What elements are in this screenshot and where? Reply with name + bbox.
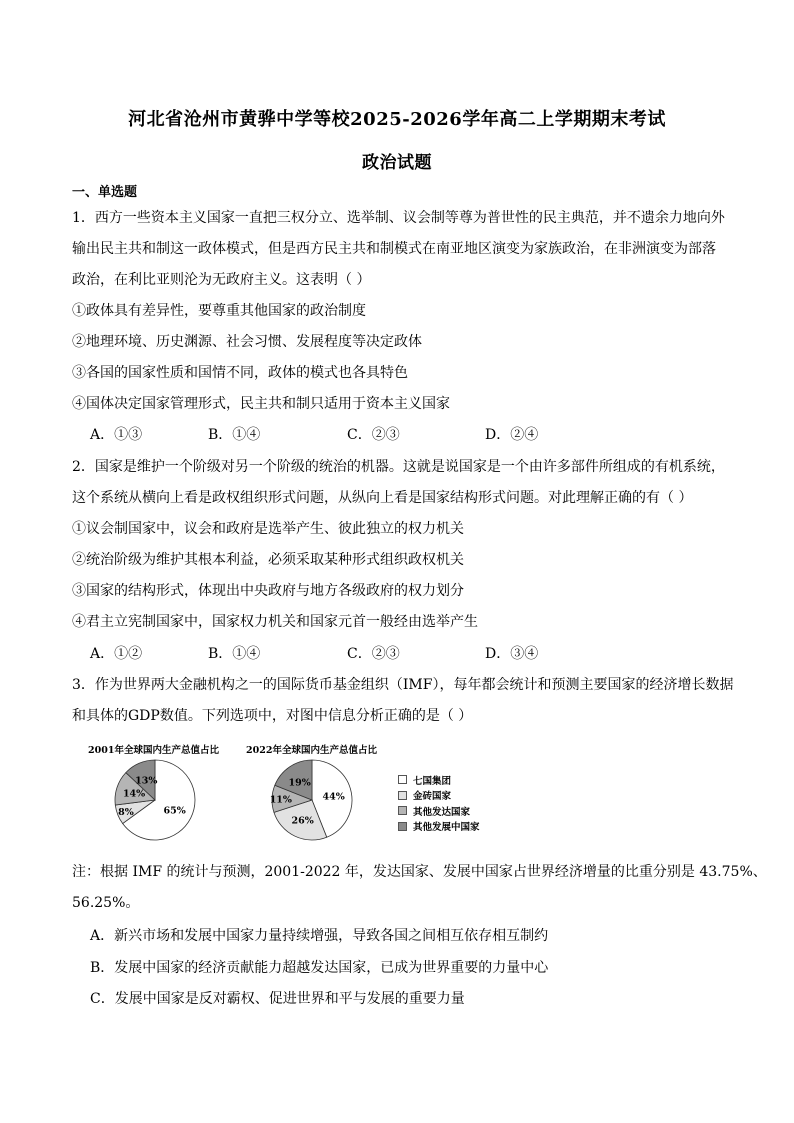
pie-data-label: 65% xyxy=(163,805,186,817)
legend-swatch-brics xyxy=(398,791,407,800)
section-heading: 一、单选题 xyxy=(72,185,138,200)
legend-swatch-other-developing xyxy=(398,822,407,831)
pie-data-label: 44% xyxy=(322,791,345,803)
pie-data-label: 11% xyxy=(269,794,292,806)
chart-2-title: 2022年全球国内生产总值占比 xyxy=(246,745,377,756)
legend-item xyxy=(398,772,480,788)
chart-1-title: 2001年全球国内生产总值占比 xyxy=(88,745,219,756)
legend-label: 七国集团 xyxy=(413,775,452,787)
q3-stem-line: 和具体的GDP数值。下列选项中，对图中信息分析正确的是（ ） xyxy=(72,708,473,724)
q2-item: ④君主立宪制国家中，国家权力机关和国家元首一般经由选举产生 xyxy=(72,614,478,630)
q1-item: ④国体决定国家管理形式，民主共和制只适用于资本主义国家 xyxy=(72,396,450,412)
q1-option-a: A．①③ xyxy=(90,427,143,443)
q2-item: ②统治阶级为维护其根本利益，必须采取某种形式组织政权机关 xyxy=(72,552,464,568)
legend-label: 其他发展中国家 xyxy=(413,822,480,834)
q1-stem-line: 输出民主共和制这一政体模式，但是西方民主共和制模式在南亚地区演变为家族政治，在非洲演变为部落 xyxy=(72,241,716,257)
q3-option-b: B．发展中国家的经济贡献能力超越发达国家，已成为世界重要的力量中心 xyxy=(90,960,549,976)
pie-data-label: 13% xyxy=(135,775,158,787)
legend-swatch-other-developed xyxy=(398,806,407,815)
q3-option-c: C．发展中国家是反对霸权、促进世界和平与发展的重要力量 xyxy=(90,991,465,1007)
legend-item xyxy=(398,788,480,804)
legend-item xyxy=(398,803,480,819)
q3-option-a: A．新兴市场和发展中国家力量持续增强，导致各国之间相互依存相互制约 xyxy=(90,928,549,944)
chart-legend xyxy=(398,772,480,834)
q2-stem-line: 2．国家是维护一个阶级对另一个阶级的统治的机器。这就是说国家是一个由许多部件所组成的有机系统， xyxy=(72,459,725,475)
q1-stem-line: 1．西方一些资本主义国家一直把三权分立、选举制、议会制等尊为普世性的民主典范，并不遗余力地向外 xyxy=(72,210,725,226)
q1-item: ①政体具有差异性，要尊重其他国家的政治制度 xyxy=(72,303,366,319)
q1-option-c: C．②③ xyxy=(347,427,400,443)
legend-label: 其他发达国家 xyxy=(413,806,471,818)
pie-charts xyxy=(0,755,794,855)
pie-data-label: 19% xyxy=(288,777,311,789)
legend-label: 金砖国家 xyxy=(413,791,452,803)
pie-data-label: 14% xyxy=(122,788,146,800)
q2-item: ①议会制国家中，议会和政府是选举产生、彼此独立的权力机关 xyxy=(72,521,464,537)
legend-item xyxy=(398,819,480,835)
q3-stem-line: 3．作为世界两大金融机构之一的国际货币基金组织（IMF），每年都会统计和预测主要国家的经济增长数据 xyxy=(72,677,734,693)
q1-item: ②地理环境、历史渊源、社会习惯、发展程度等决定政体 xyxy=(72,334,422,350)
q2-stem-line: 这个系统从横向上看是政权组织形式问题，从纵向上看是国家结构形式问题。对此理解正确的有（ ） xyxy=(72,490,693,506)
q2-option-d: D．③④ xyxy=(485,646,539,662)
q2-option-a: A．①② xyxy=(90,646,143,662)
pie-data-label: 26% xyxy=(291,815,314,827)
page-subtitle: 政治试题 xyxy=(362,153,432,173)
q1-option-d: D．②④ xyxy=(485,427,539,443)
q2-item: ③国家的结构形式，体现出中央政府与地方各级政府的权力划分 xyxy=(72,583,464,599)
page-title: 河北省沧州市黄骅中学等校2025-2026学年高二上学期期末考试 xyxy=(128,109,666,130)
q2-option-b: B．①④ xyxy=(208,646,261,662)
q3-note-line: 注：根据 IMF 的统计与预测，2001-2022 年，发达国家、发展中国家占世界经济增量的比重分别是 43.75%、 xyxy=(72,864,767,880)
q1-item: ③各国的国家性质和国情不同，政体的模式也各具特色 xyxy=(72,365,408,381)
pie-data-label: 8% xyxy=(118,806,134,818)
q3-note-line: 56.25%。 xyxy=(72,895,140,911)
q2-option-c: C．②③ xyxy=(347,646,400,662)
q1-option-b: B．①④ xyxy=(208,427,261,443)
legend-swatch-g7 xyxy=(398,775,407,784)
q1-stem-line: 政治，在利比亚则沦为无政府主义。这表明（ ） xyxy=(72,272,371,288)
